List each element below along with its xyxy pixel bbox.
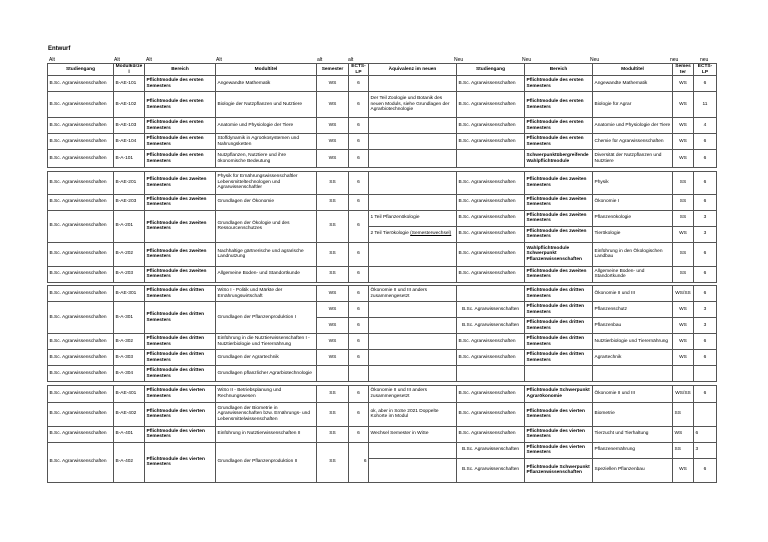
cell: 6	[349, 318, 369, 334]
table-row	[48, 266, 717, 282]
cell: B-AE-104	[114, 134, 145, 150]
cell	[369, 350, 457, 366]
group-label: Neu	[454, 57, 464, 63]
cell: SS	[317, 426, 349, 442]
cell: Grundlagen der Pflanzenproduktion II	[216, 442, 317, 482]
cell	[317, 366, 349, 382]
cell: Pflanzenschutz	[593, 302, 673, 318]
cell: Pflichtmodule Schwerpunkt Agrarökonomie	[525, 385, 593, 402]
cell: SS	[317, 266, 349, 282]
cell: Pflanzenbau	[593, 318, 673, 334]
cell: 6	[349, 134, 369, 150]
cell: 6	[349, 92, 369, 118]
group-label: Alt	[146, 57, 152, 63]
cell: Pflichtmodule des zweiten Semesters	[525, 210, 593, 226]
cell: B.Sc. Agrarwissenschaften	[457, 210, 525, 226]
group-label: Neu	[522, 57, 532, 63]
cell: WiSo II - Betriebsplanung und Rechnungswesen	[216, 385, 317, 402]
cell	[369, 150, 457, 168]
col-header: Modultitel	[593, 64, 673, 76]
cell: Pflichtmodule des dritten Semesters	[145, 366, 216, 382]
cell: Grundlagen der Ökologie und des Ressourcenschutzes	[216, 210, 317, 242]
cell: B.Sc. Agrarwissenschaften	[48, 366, 114, 382]
cell: Pflichtmodule des dritten Semesters	[525, 350, 593, 366]
cell	[457, 286, 525, 302]
cell: Pflichtmodule des zweiten Semesters	[145, 210, 216, 242]
col-header: Bereich	[145, 64, 216, 76]
cell: Pflichtmodule des zweiten Semesters	[525, 171, 593, 194]
table-row	[48, 286, 717, 302]
cell: B-A-401	[114, 426, 145, 442]
cell: Pflichtmodule des ersten Semesters	[525, 134, 593, 150]
cell: Einführung in den Ökologischen Landbau	[593, 242, 673, 266]
cell: Chemie für Agrarwissenschaften	[593, 134, 673, 150]
cell: 6	[349, 266, 369, 282]
cell: Grundlagen der Ökonomie	[216, 194, 317, 210]
cell: 6	[349, 194, 369, 210]
cell: Pflichtmodule des vierten Semesters	[525, 402, 593, 426]
group-label: Neu	[590, 57, 600, 63]
cell: Allgemeine Boden- und Standortkunde	[216, 266, 317, 282]
cell: Nutzpflanzen, Nutztiere und ihre ökonomische Bedeutung	[216, 150, 317, 168]
document-title: Entwurf	[48, 46, 71, 52]
cell: B-AE-301	[114, 286, 145, 302]
cell: WS	[673, 334, 694, 350]
cell: B-AE-102	[114, 92, 145, 118]
cell: B.Sc. Agrarwissenschaften	[48, 350, 114, 366]
cell: Wahlpflichtmodule Schwerpunkt Pflanzenwissenschaften	[525, 242, 593, 266]
cell: Pflichtmodule des vierten Semesters	[145, 385, 216, 402]
col-header: Studiengang	[457, 64, 525, 76]
cell	[369, 226, 457, 242]
cell: WS/SS	[673, 286, 694, 302]
cell: Pflichtmodule des zweiten Semesters	[525, 226, 593, 242]
cell: WS	[317, 118, 349, 134]
cell: Ökonomie II und III anders zusammengesetzt	[369, 385, 457, 402]
cell: B.Sc. Agrarwissenschaften	[457, 334, 525, 350]
cell: Der Teil Zoologie und Botanik des neuen Moduls, siehe Grundlagen der Agrarbiotechnologie	[369, 92, 457, 118]
cell: WS	[673, 350, 694, 366]
cell: 6	[694, 426, 717, 442]
cell: Pflichtmodule des dritten Semesters	[145, 334, 216, 350]
cell: ok, aber in SoSe 2021 Doppelte Kohorte im Modul	[369, 402, 457, 426]
cell: WS	[317, 134, 349, 150]
cell: Speziellen Pflanzenbau	[593, 458, 673, 482]
header-row	[48, 64, 717, 76]
cell: B.Sc. Agrarwissenschaften	[457, 318, 525, 334]
cell: Einführung in die Nutztierwissenschaften I - Nutztierbiologie und Tierernährung	[216, 334, 317, 350]
cell: Pflichtmodule des ersten Semesters	[525, 118, 593, 134]
table-row	[48, 242, 717, 266]
cell: 6	[694, 266, 717, 282]
table-row	[48, 385, 717, 402]
cell: B.Sc. Agrarwissenschaften	[457, 226, 525, 242]
cell: Pflichtmodule des dritten Semesters	[525, 318, 593, 334]
cell: SS	[673, 442, 694, 458]
cell: SS	[673, 171, 694, 194]
cell: B-A-202	[114, 242, 145, 266]
cell: SS	[317, 385, 349, 402]
cell: B.Sc. Agrarwissenschaften	[48, 286, 114, 302]
cell: B-A-301	[114, 302, 145, 334]
cell: 6	[694, 385, 717, 402]
cell: 6	[349, 210, 369, 242]
cell: SS	[317, 171, 349, 194]
cell: B-A-303	[114, 350, 145, 366]
cell: Pflichtmodule des ersten Semesters	[145, 150, 216, 168]
cell: B.Sc. Agrarwissenschaften	[48, 171, 114, 194]
cell: Pflichtmodule Schwerpunkt Pflanzenwissenschaften	[525, 458, 593, 482]
group-label: Alt	[216, 57, 222, 63]
cell: SS	[673, 402, 694, 426]
cell: Pflichtmodule des dritten Semesters	[145, 302, 216, 334]
cell: 6	[694, 150, 717, 168]
cell: B.Sc. Agrarwissenschaften	[457, 350, 525, 366]
table-row	[48, 118, 717, 134]
cell: Nutztierbiologie und Tierernährung	[593, 334, 673, 350]
cell: Angewandte Mathematik	[216, 76, 317, 92]
cell: WS	[317, 150, 349, 168]
cell: WS	[673, 226, 694, 242]
cell: WS	[317, 76, 349, 92]
cell: B.Sc. Agrarwissenschaften	[457, 76, 525, 92]
cell: 6	[349, 302, 369, 318]
semester-change-note: (Semesterwechsel)	[410, 231, 452, 237]
cell: 3	[694, 210, 717, 226]
cell	[593, 366, 673, 382]
cell	[369, 194, 457, 210]
cell: WS	[673, 150, 694, 168]
cell: B.Sc. Agrarwissenschaften	[457, 426, 525, 442]
cell: 3	[694, 302, 717, 318]
cell: Tierökologie	[593, 226, 673, 242]
cell: B.Sc. Agrarwissenschaften	[48, 118, 114, 134]
cell: B.Sc. Agrarwissenschaften	[48, 210, 114, 242]
cell: Biologie für Agrar	[593, 92, 673, 118]
cell: Pflichtmodule des zweiten Semesters	[145, 266, 216, 282]
cell: Pflichtmodule des vierten Semesters	[525, 442, 593, 458]
cell: SS	[317, 242, 349, 266]
cell: WS/SS	[673, 385, 694, 402]
cell	[369, 118, 457, 134]
cell: WS	[317, 318, 349, 334]
cell: Pflichtmodule des dritten Semesters	[145, 286, 216, 302]
cell: B-AE-203	[114, 194, 145, 210]
cell: B.Sc. Agrarwissenschaften	[457, 118, 525, 134]
col-header: Modulkürzel	[114, 64, 145, 76]
cell: 6	[694, 171, 717, 194]
cell: B.Sc. Agrarwissenschaften	[48, 76, 114, 92]
col-header: Semester	[673, 64, 694, 76]
cell: WS	[673, 92, 694, 118]
cell: 1 Teil Pflanzenökologie	[369, 210, 457, 226]
cell: B.Sc. Agrarwissenschaften	[48, 150, 114, 168]
cell: WS	[673, 118, 694, 134]
cell: Pflanzenökologie	[593, 210, 673, 226]
cell: B-AE-401	[114, 385, 145, 402]
cell: B.Sc. Agrarwissenschaften	[457, 194, 525, 210]
cell: SS	[673, 242, 694, 266]
cell: Pflichtmodule des vierten Semesters	[145, 402, 216, 426]
cell: Pflichtmodule des vierten Semesters	[145, 426, 216, 442]
cell: B.Sc. Agrarwissenschaften	[48, 442, 114, 482]
cell: Ökonomie II und III	[593, 385, 673, 402]
cell: Pflichtmodule des ersten Semesters	[525, 76, 593, 92]
cell: 3	[694, 318, 717, 334]
table-row	[48, 194, 717, 210]
cell: Pflichtmodule des zweiten Semesters	[145, 194, 216, 210]
cell: B.Sc. Agrarwissenschaften	[457, 242, 525, 266]
cell: B.Sc. Agrarwissenschaften	[457, 266, 525, 282]
table-row	[48, 366, 717, 382]
cell: Nachhaltige gärtnerische und agrarische Landnutzung	[216, 242, 317, 266]
cell: 6	[349, 118, 369, 134]
cell	[694, 366, 717, 382]
cell: Pflichtmodule des zweiten Semesters	[145, 171, 216, 194]
cell	[349, 366, 369, 382]
cell	[673, 366, 694, 382]
cell: Pflichtmodule des vierten Semesters	[525, 426, 593, 442]
cell: Ökonomie II und III anders zusammengesetzt	[369, 286, 457, 302]
cell	[369, 76, 457, 92]
table-row	[48, 171, 717, 194]
cell: 6	[349, 286, 369, 302]
cell	[369, 366, 457, 382]
cell: WS	[673, 134, 694, 150]
cell: SS	[317, 402, 349, 426]
cell: WS	[317, 286, 349, 302]
cell: 6	[349, 385, 369, 402]
cell	[457, 150, 525, 168]
cell	[369, 171, 457, 194]
cell: B.Sc. Agrarwissenschaften	[457, 385, 525, 402]
cell: WS	[317, 92, 349, 118]
cell: Ökonomie II und III	[593, 286, 673, 302]
cell: Agrartechnik	[593, 350, 673, 366]
cell: Pflichtmodule des dritten Semesters	[525, 302, 593, 318]
cell: B.Sc. Agrarwissenschaften	[48, 334, 114, 350]
cell: Pflichtmodule des ersten Semesters	[525, 92, 593, 118]
cell: Physik für Ernährungswissenschaftler Lebensmitteltechnologen und Agrarwissenschaftler	[216, 171, 317, 194]
cell: Biometrie	[593, 402, 673, 426]
cell: WS	[673, 76, 694, 92]
cell: B.Sc. Agrarwissenschaften	[48, 266, 114, 282]
cell: Stoffdynamik in Agroökosystemen und Nahrungsketten	[216, 134, 317, 150]
cell: Pflanzenernährung	[593, 442, 673, 458]
cell: B.Sc. Agrarwissenschaften	[48, 134, 114, 150]
cell: 6	[349, 150, 369, 168]
table-row	[48, 402, 717, 426]
cell: Anatomie und Physiologie der Tiere	[216, 118, 317, 134]
cell: B-AE-201	[114, 171, 145, 194]
cell: WS	[317, 302, 349, 318]
cell: B.Sc. Agrarwissenschaften	[457, 302, 525, 318]
group-label: Alt	[49, 57, 55, 63]
cell: 6	[694, 134, 717, 150]
cell: 6	[349, 242, 369, 266]
cell: 4	[694, 118, 717, 134]
cell: 6	[694, 334, 717, 350]
cell: WS	[673, 302, 694, 318]
cell: B.Sc. Agrarwissenschaften	[48, 242, 114, 266]
cell: Diversität der Nutzpflanzen und Nutztiere	[593, 150, 673, 168]
table-row	[48, 426, 717, 442]
cell: B.Sc. Agrarwissenschaften	[48, 194, 114, 210]
cell: B.Sc. Agrarwissenschaften	[48, 426, 114, 442]
table-row	[48, 302, 717, 318]
cell: Anatomie und Physiologie der Tiere	[593, 118, 673, 134]
cell: 6	[694, 458, 717, 482]
group-label: Alt	[114, 57, 120, 63]
table-row	[48, 150, 717, 168]
group-label: neu	[670, 57, 679, 63]
cell: Pflichtmodule des ersten Semesters	[145, 134, 216, 150]
cell: B-AE-402	[114, 402, 145, 426]
cell: WiSo I - Politik und Märkte der Ernährungswirtschaft	[216, 286, 317, 302]
cell	[369, 318, 457, 334]
cell	[525, 366, 593, 382]
cell: B.Sc. Agrarwissenschaften	[48, 302, 114, 334]
cell: B-A-201	[114, 210, 145, 242]
module-mapping-table	[47, 63, 717, 483]
cell: 3	[694, 442, 717, 458]
cell: 6	[694, 286, 717, 302]
col-header: Modultitel	[216, 64, 317, 76]
aeq-text: 2 Teil Tierökologie	[370, 231, 409, 237]
cell	[369, 458, 457, 482]
cell: Allgemeine Boden- und Standortkunde	[593, 266, 673, 282]
cell: SS	[673, 266, 694, 282]
cell: WS	[317, 350, 349, 366]
cell: Angewandte Mathematik	[593, 76, 673, 92]
group-label: alt	[348, 57, 354, 63]
cell: Einführung in Nutztierwissenschaften II	[216, 426, 317, 442]
cell: SS	[317, 442, 349, 482]
cell: B.Sc. Agrarwissenschaften	[457, 171, 525, 194]
cell: Pflichtmodule des ersten Semesters	[145, 118, 216, 134]
cell: Grundlagen der Pflanzenproduktion I	[216, 302, 317, 334]
cell: Pflichtmodule des dritten Semesters	[525, 286, 593, 302]
cell: B-A-402	[114, 442, 145, 482]
col-header: Bereich	[525, 64, 593, 76]
cell	[369, 302, 457, 318]
cell: Tierzucht und Tierhaltung	[593, 426, 673, 442]
cell: Pflichtmodule des ersten Semesters	[145, 92, 216, 118]
col-header: ECTS-LP	[349, 64, 369, 76]
cell: Grundlagen der Biometrie in Agrarwissenschaften bzw. Ernährungs- und Lebensmittelwissenschaften	[216, 402, 317, 426]
table-row	[48, 92, 717, 118]
cell: 6	[694, 350, 717, 366]
cell: B.Sc. Agrarwissenschaften	[48, 92, 114, 118]
cell	[369, 442, 457, 458]
cell: 6	[349, 442, 369, 482]
table-row	[48, 350, 717, 366]
col-header: Studiengang	[48, 64, 114, 76]
group-label: neu	[700, 57, 709, 63]
cell: 6	[349, 334, 369, 350]
cell: 6	[349, 402, 369, 426]
cell: 6	[349, 426, 369, 442]
cell: Pflichtmodule des dritten Semesters	[145, 350, 216, 366]
cell: Physik	[593, 171, 673, 194]
cell: SS	[673, 210, 694, 226]
cell: 6	[349, 171, 369, 194]
cell	[369, 266, 457, 282]
cell: Grundlagen der Agrartechnik	[216, 350, 317, 366]
cell: Pflichtmodule des dritten Semesters	[525, 334, 593, 350]
cell: Wechsel Semester in WiSe	[369, 426, 457, 442]
cell: SS	[317, 194, 349, 210]
cell: WS	[317, 334, 349, 350]
cell: SS	[673, 194, 694, 210]
cell: WS	[673, 318, 694, 334]
cell: B.Sc. Agrarwissenschaften	[48, 385, 114, 402]
cell: 6	[349, 76, 369, 92]
cell: Pflichtmodule des ersten Semesters	[145, 76, 216, 92]
cell: B.Sc. Agrarwissenschaften	[457, 458, 525, 482]
cell	[694, 402, 717, 426]
cell: WS	[673, 458, 694, 482]
table-row	[48, 76, 717, 92]
group-label: alt	[317, 57, 323, 63]
cell: 11	[694, 92, 717, 118]
cell: B.Sc. Agrarwissenschaften	[457, 442, 525, 458]
cell: Ökonomie I	[593, 194, 673, 210]
table-row	[48, 134, 717, 150]
cell: B-A-302	[114, 334, 145, 350]
table-row	[48, 334, 717, 350]
cell: Schwerpunktübergreifende Wahlpflichtmodule	[525, 150, 593, 168]
cell: WS	[673, 426, 694, 442]
col-header: Äquivalenz im neuen	[369, 64, 457, 76]
cell	[457, 366, 525, 382]
cell: B.Sc. Agrarwissenschaften	[457, 402, 525, 426]
cell: 6	[349, 350, 369, 366]
cell: Biologie der Nutzpflanzen und Nutztiere	[216, 92, 317, 118]
col-header: ECTS-LP	[694, 64, 717, 76]
cell: B.Sc. Agrarwissenschaften	[457, 134, 525, 150]
cell: B-A-203	[114, 266, 145, 282]
cell: Pflichtmodule des zweiten Semesters	[525, 194, 593, 210]
table-row	[48, 210, 717, 226]
cell: 6	[694, 194, 717, 210]
cell: B.Sc. Agrarwissenschaften	[457, 92, 525, 118]
table-row	[48, 442, 717, 458]
cell: B-AE-101	[114, 76, 145, 92]
cell: Pflichtmodule des vierten Semesters	[145, 442, 216, 482]
cell: Pflichtmodule des zweiten Semesters	[145, 242, 216, 266]
cell: B-AE-103	[114, 118, 145, 134]
cell: 6	[694, 242, 717, 266]
cell	[369, 134, 457, 150]
cell	[369, 334, 457, 350]
cell: B-A-101	[114, 150, 145, 168]
cell: B.Sc. Agrarwissenschaften	[48, 402, 114, 426]
cell: 3	[694, 226, 717, 242]
cell: Pflichtmodule des zweiten Semesters	[525, 266, 593, 282]
cell: SS	[317, 210, 349, 242]
cell: B-A-304	[114, 366, 145, 382]
cell	[369, 242, 457, 266]
cell: 6	[694, 76, 717, 92]
col-header: Semester	[317, 64, 349, 76]
cell: Grundlagen pflanzlicher Agrarbiotechnologie	[216, 366, 317, 382]
